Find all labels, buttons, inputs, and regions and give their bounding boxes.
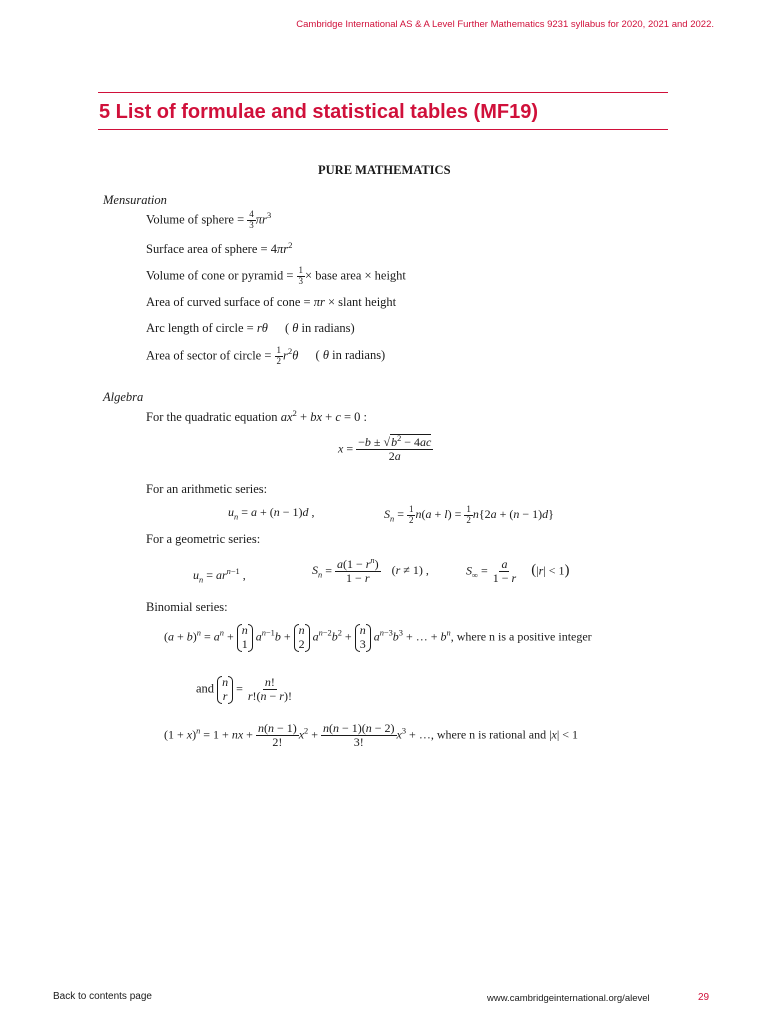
quadratic-formula: x = $\frac{-b \pm √b^2 - 4ac}{2a}$ [338, 434, 432, 464]
geometric-sum: $S_n$ = $\frac{a(1 - r^n)}{1 - r}$ (r ≠ 1) , [312, 556, 429, 586]
sphere-area-formula: Surface area of sphere = $4\pi r^2$ [146, 239, 293, 256]
binomial-expansion: $(a + b)^n = a^n$ + n 1 $a^{n-1}b$ + n 2 $a^{n-2}b^2$ + n 3 $a^{n-3}b^3$ + … + $b^n$, where n is a positive integer [164, 623, 592, 651]
arithmetic-series-label: For an arithmetic series: [146, 482, 268, 496]
arc-length-formula: Arc length of circle = rθ ( θ in radians) [146, 321, 355, 335]
binomial-series-label: Binomial series: [146, 600, 228, 614]
cone-volume-formula: Volume of cone or pyramid = $\frac{1}{3}$ × base area × height [146, 265, 406, 286]
arithmetic-nth-term: $u_n = a + (n - 1)d$ , [228, 505, 315, 522]
curved-surface-formula: Area of curved surface of cone = πr × slant height [146, 295, 397, 309]
binomial-coefficient: and n r = $\frac{n!}{r!(n - r)!}$ [196, 675, 292, 704]
page-number: 29 [698, 992, 710, 1003]
section-rule-top [98, 92, 668, 93]
back-to-contents-link[interactable]: Back to contents page [53, 991, 152, 1002]
algebra-title: Algebra [103, 390, 144, 404]
geometric-sum-infinity: $S_\infty$ = $\frac{a}{1 - r}$ (|r| < 1) [466, 557, 570, 586]
arithmetic-sum: $S_n$ = $\frac{1}{2}$ n(a + l) = $\frac{1}{2}$ n{2a + (n − 1)d} [384, 504, 554, 525]
quadratic-equation: For the quadratic equation $ax^2$ + bx + c = 0 : [146, 407, 368, 424]
section-rule-bottom [98, 129, 668, 130]
binomial-rational-expansion: $(1 + x)^n = 1$ + nx + $\frac{n(n - 1)}{2!}$ $x^2$ + $\frac{n(n - 1)(n - 2)}{3!}$ $x^3$ + …, where n is rational and |x| < 1 [164, 721, 579, 750]
sphere-volume-formula: Volume of sphere = $\frac{4}{3}$ $\pi r^3$ [146, 209, 272, 230]
geometric-nth-term: $u_n = ar^{n-1}$ , [193, 567, 246, 585]
geometric-series-label: For a geometric series: [146, 532, 261, 546]
syllabus-header: Cambridge International AS & A Level Further Mathematics 9231 syllabus for 2020, 2021 and 2022. [296, 19, 714, 30]
section-title: 5 List of formulae and statistical tables (MF19) [99, 101, 538, 123]
mensuration-title: Mensuration [103, 193, 167, 207]
footer-url[interactable]: www.cambridgeinternational.org/alevel [487, 993, 650, 1004]
pure-mathematics-heading: PURE MATHEMATICS [318, 163, 451, 177]
sector-area-formula: Area of sector of circle = $\frac{1}{2}$ $r^2\theta$ ( θ in radians) [146, 345, 386, 366]
